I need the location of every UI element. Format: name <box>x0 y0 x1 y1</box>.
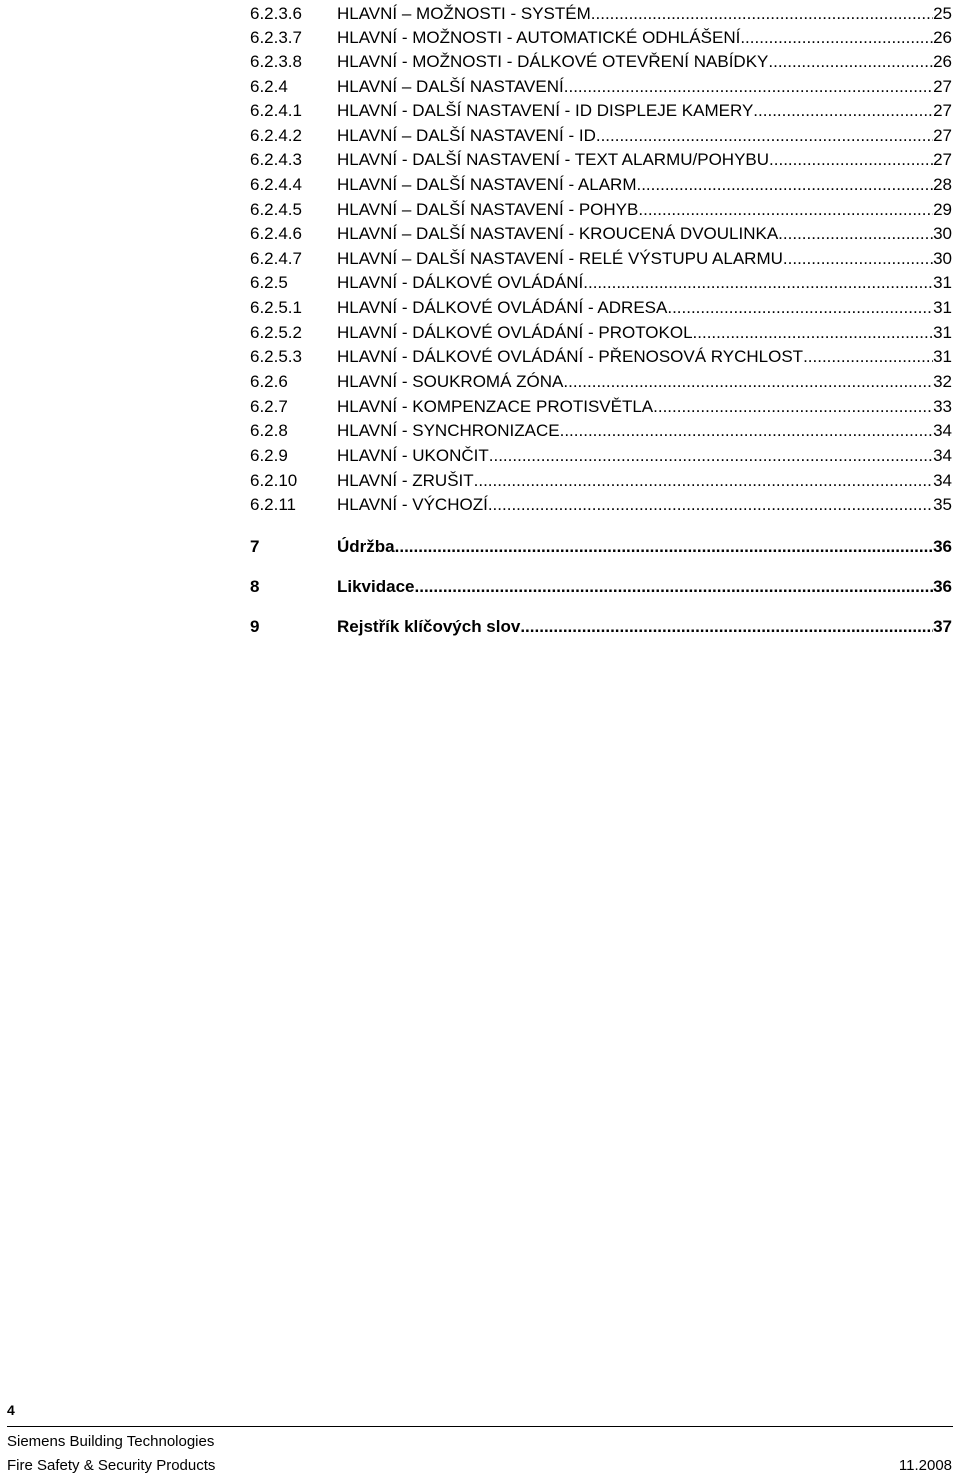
toc-entry-title: HLAVNÍ - MOŽNOSTI - AUTOMATICKÉ ODHLÁŠENÍ <box>337 28 741 47</box>
toc-entry-title: HLAVNÍ - ZRUŠIT <box>337 471 474 490</box>
toc-entry-page: 29 <box>933 200 952 219</box>
toc-entry-page: 25 <box>933 4 952 23</box>
toc-chapter-title: Údržba <box>337 537 395 556</box>
toc-entry-page: 31 <box>933 298 952 317</box>
toc-entry-page: 27 <box>933 101 952 120</box>
toc-leader-dots <box>693 321 934 345</box>
toc-entry-page: 34 <box>933 446 952 465</box>
toc-entry-title: HLAVNÍ - DÁLKOVÉ OVLÁDÁNÍ - PŘENOSOVÁ RYCHLOST <box>337 347 804 366</box>
toc-entry-page: 34 <box>933 471 952 490</box>
toc-entry[interactable] <box>250 493 952 517</box>
footer-date: 11.2008 <box>898 1457 952 1474</box>
toc-entry-number: 6.2.5.3 <box>250 347 302 366</box>
page-number: 4 <box>7 1402 15 1418</box>
toc-entry-page: 33 <box>933 397 952 416</box>
toc-entry-number: 6.2.7 <box>250 397 288 416</box>
toc-leader-dots <box>667 296 933 320</box>
toc-entry[interactable] <box>250 321 952 345</box>
toc-leader-dots <box>474 469 933 493</box>
toc-leader-dots <box>563 370 933 394</box>
toc-entry[interactable] <box>250 173 952 197</box>
toc-chapter[interactable] <box>250 615 952 639</box>
toc-entry-page: 31 <box>933 323 952 342</box>
footer-divider <box>7 1426 953 1427</box>
toc-leader-dots <box>591 2 933 26</box>
toc-chapter-number: 7 <box>250 537 260 556</box>
toc-entry-title: HLAVNÍ – DALŠÍ NASTAVENÍ - ALARM <box>337 175 637 194</box>
toc-entry-number: 6.2.4.4 <box>250 175 302 194</box>
footer-division: Fire Safety & Security Products <box>7 1457 216 1474</box>
toc-entry[interactable] <box>250 99 952 123</box>
toc-entry-number: 6.2.3.6 <box>250 4 302 23</box>
toc-entry-title: HLAVNÍ - DÁLKOVÉ OVLÁDÁNÍ <box>337 273 584 292</box>
toc-chapter-page: 36 <box>933 577 952 596</box>
toc-entry-number: 6.2.8 <box>250 421 288 440</box>
toc-leader-dots <box>778 222 933 246</box>
toc-entry-title: HLAVNÍ - DÁLKOVÉ OVLÁDÁNÍ - ADRESA <box>337 298 668 317</box>
toc-entry[interactable] <box>250 198 952 222</box>
toc-leader-dots <box>753 99 933 123</box>
toc-entry[interactable] <box>250 2 952 26</box>
toc-entry[interactable] <box>250 75 952 99</box>
toc-leader-dots <box>768 50 933 74</box>
toc-entry[interactable] <box>250 296 952 320</box>
toc-entry-page: 30 <box>933 224 952 243</box>
toc-leader-dots <box>560 419 933 443</box>
toc-leader-dots <box>653 395 933 419</box>
toc-entry-number: 6.2.5.1 <box>250 298 302 317</box>
toc-entry-number: 6.2.4.3 <box>250 150 302 169</box>
toc-entry-number: 6.2.4.6 <box>250 224 302 243</box>
toc-entry-title: HLAVNÍ - MOŽNOSTI - DÁLKOVÉ OTEVŘENÍ NABÍDKY <box>337 52 769 71</box>
toc-entry-page: 34 <box>933 421 952 440</box>
toc-entry-page: 31 <box>933 347 952 366</box>
toc-entry-page: 31 <box>933 273 952 292</box>
toc-entry-title: HLAVNÍ - SYNCHRONIZACE <box>337 421 560 440</box>
toc-chapter[interactable] <box>250 535 952 559</box>
toc-entry[interactable] <box>250 222 952 246</box>
toc-entry-title: HLAVNÍ - SOUKROMÁ ZÓNA <box>337 372 564 391</box>
toc-chapter-page: 37 <box>933 617 952 636</box>
footer-company: Siemens Building Technologies <box>7 1433 215 1450</box>
toc-leader-dots <box>596 124 933 148</box>
toc-entry-title: HLAVNÍ – DALŠÍ NASTAVENÍ <box>337 77 564 96</box>
toc-entry-number: 6.2.4.2 <box>250 126 302 145</box>
toc-chapter-title: Likvidace <box>337 577 415 596</box>
toc-entry-number: 6.2.4 <box>250 77 288 96</box>
toc-entry-title: HLAVNÍ - DALŠÍ NASTAVENÍ - ID DISPLEJE KAMERY <box>337 101 754 120</box>
toc-entry[interactable] <box>250 26 952 50</box>
toc-entry-number: 6.2.4.5 <box>250 200 302 219</box>
toc-chapter-page: 36 <box>933 537 952 556</box>
toc-leader-dots <box>564 75 933 99</box>
toc-leader-dots <box>740 26 933 50</box>
toc-leader-dots <box>636 173 933 197</box>
toc-chapter-number: 9 <box>250 617 260 636</box>
toc-chapter[interactable] <box>250 575 952 599</box>
toc-entry-page: 35 <box>933 495 952 514</box>
toc-entry-page: 30 <box>933 249 952 268</box>
toc-entry[interactable] <box>250 444 952 468</box>
toc-entry-title: HLAVNÍ – DALŠÍ NASTAVENÍ - POHYB <box>337 200 639 219</box>
toc-entry-number: 6.2.3.7 <box>250 28 302 47</box>
toc-entry-title: HLAVNÍ - DÁLKOVÉ OVLÁDÁNÍ - PROTOKOL <box>337 323 693 342</box>
toc-entry-page: 26 <box>933 52 952 71</box>
toc-leader-dots <box>489 444 933 468</box>
toc-entry-title: HLAVNÍ – DALŠÍ NASTAVENÍ - ID <box>337 126 596 145</box>
toc-entry-number: 6.2.6 <box>250 372 288 391</box>
toc-entry[interactable] <box>250 419 952 443</box>
toc-entry[interactable] <box>250 148 952 172</box>
toc-entry-number: 6.2.9 <box>250 446 288 465</box>
toc-entry-number: 6.2.5 <box>250 273 288 292</box>
toc-entry-number: 6.2.4.1 <box>250 101 302 120</box>
toc-chapter-title: Rejstřík klíčových slov <box>337 617 521 636</box>
toc-entry-number: 6.2.5.2 <box>250 323 302 342</box>
toc-entry[interactable] <box>250 469 952 493</box>
toc-leader-dots <box>583 271 933 295</box>
toc-leader-dots <box>395 535 933 559</box>
toc-entry[interactable] <box>250 345 952 369</box>
toc-leader-dots <box>803 345 933 369</box>
toc-entry-page: 26 <box>933 28 952 47</box>
toc-entry-title: HLAVNÍ – DALŠÍ NASTAVENÍ - RELÉ VÝSTUPU ALARMU <box>337 249 783 268</box>
toc-entry-page: 27 <box>933 150 952 169</box>
toc-entry[interactable] <box>250 271 952 295</box>
toc-entry-title: HLAVNÍ - UKONČIT <box>337 446 489 465</box>
toc-entry-page: 27 <box>933 126 952 145</box>
toc-entry-title: HLAVNÍ - VÝCHOZÍ <box>337 495 488 514</box>
toc-entry[interactable] <box>250 50 952 74</box>
toc-chapter-number: 8 <box>250 577 260 596</box>
toc-entry-number: 6.2.10 <box>250 471 298 490</box>
toc-entry-number: 6.2.3.8 <box>250 52 302 71</box>
toc-leader-dots <box>638 198 933 222</box>
toc-leader-dots <box>520 615 933 639</box>
toc-entry-number: 6.2.4.7 <box>250 249 302 268</box>
toc-leader-dots <box>769 148 933 172</box>
toc-leader-dots <box>488 493 933 517</box>
toc-entry-title: HLAVNÍ – DALŠÍ NASTAVENÍ - KROUCENÁ DVOULINKA <box>337 224 779 243</box>
toc-entry[interactable] <box>250 395 952 419</box>
toc-leader-dots <box>415 575 934 599</box>
toc-entry[interactable] <box>250 247 952 271</box>
toc-entry-page: 27 <box>933 77 952 96</box>
toc-entry-page: 32 <box>933 372 952 391</box>
toc-entry-title: HLAVNÍ – MOŽNOSTI - SYSTÉM <box>337 4 591 23</box>
toc-entry-title: HLAVNÍ - DALŠÍ NASTAVENÍ - TEXT ALARMU/POHYBU <box>337 150 770 169</box>
toc-entry[interactable] <box>250 124 952 148</box>
toc-leader-dots <box>783 247 933 271</box>
toc-entry-number: 6.2.11 <box>250 495 297 514</box>
toc-entry[interactable] <box>250 370 952 394</box>
toc-entry-title: HLAVNÍ - KOMPENZACE PROTISVĚTLA <box>337 397 654 416</box>
toc-entry-page: 28 <box>933 175 952 194</box>
